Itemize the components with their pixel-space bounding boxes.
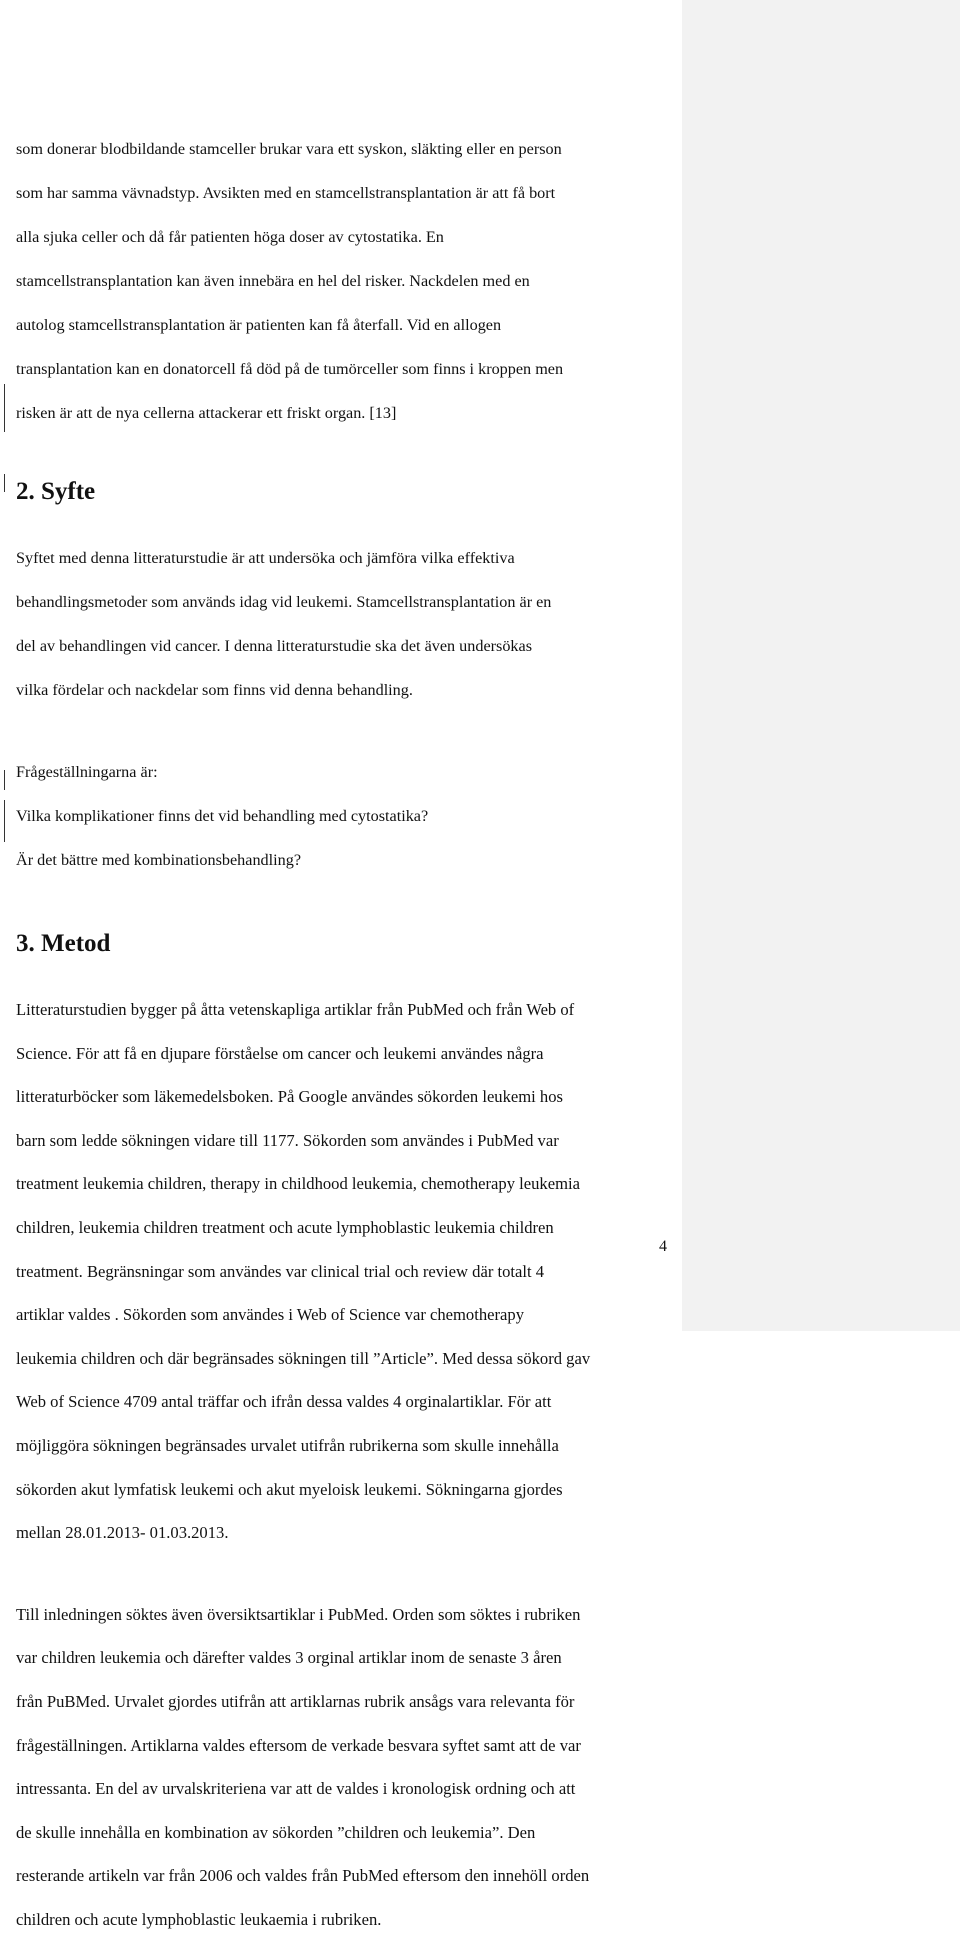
page-number: 4 bbox=[659, 1238, 667, 1255]
question-item: Vilka komplikationer finns det vid behandling med cytostatika? bbox=[16, 807, 429, 825]
text-line: Web of Science 4709 antal träffar och ifrån dessa valdes 4 orginalartiklar. För att bbox=[16, 1392, 552, 1412]
syfte-paragraph bbox=[16, 525, 670, 723]
metod-paragraph bbox=[16, 1582, 670, 1952]
question-item: Är det bättre med kombinationsbehandling? bbox=[16, 851, 302, 869]
text-line: Litteraturstudien bygger på åtta vetenskapliga artiklar från PubMed och från Web of bbox=[16, 1000, 575, 1019]
change-bar bbox=[4, 800, 5, 842]
text-line: möjliggöra sökningen begränsades urvalet utifrån rubrikerna som skulle innehålla bbox=[16, 1435, 559, 1455]
text-line: som har samma vävnadstyp. Avsikten med en stamcellstransplantation är att få bort bbox=[16, 184, 556, 202]
text-line: Science. För att få en djupare förståelse om cancer och leukemi användes några bbox=[16, 1043, 544, 1063]
text-line: alla sjuka celler och då får patienten höga doser av cytostatika. En bbox=[16, 228, 444, 246]
text-line: stamcellstransplantation kan även innebära en hel del risker. Nackdelen med en bbox=[16, 272, 530, 290]
text-line: behandlingsmetoder som används idag vid leukemi. Stamcellstransplantation är en bbox=[16, 593, 552, 611]
research-questions bbox=[16, 739, 670, 893]
text-line: treatment leukemia children, therapy in childhood leukemia, chemotherapy leukemia bbox=[16, 1174, 580, 1194]
text-line: var children leukemia och därefter valdes 3 orginal artiklar inom de senaste 3 åren bbox=[16, 1648, 562, 1668]
text-line: artiklar valdes . Sökorden som användes i Web of Science var chemotherapy bbox=[16, 1305, 524, 1325]
text-line: vilka fördelar och nackdelar som finns vid denna behandling. bbox=[16, 681, 413, 699]
text-line: transplantation kan en donatorcell få död på de tumörceller som finns i kroppen men bbox=[16, 360, 564, 378]
intro-paragraph bbox=[16, 116, 670, 446]
text-line: Till inledningen söktes även översiktsartiklar i PubMed. Orden som söktes i rubriken bbox=[16, 1604, 581, 1624]
text-line: intressanta. En del av urvalskriteriena var att de valdes i kronologisk ordning och att bbox=[16, 1779, 576, 1799]
text-line: litteraturböcker som läkemedelsboken. På Google användes sökorden leukemi hos bbox=[16, 1087, 563, 1107]
text-line: children och acute lymphoblastic leukaemia i rubriken. bbox=[16, 1909, 382, 1929]
text-line: barn som ledde sökningen vidare till 1177. Sökorden som användes i PubMed var bbox=[16, 1130, 559, 1150]
comment-margin-pane bbox=[682, 0, 960, 1331]
text-line: leukemia children och där begränsades sökningen till ”Article”. Med dessa sökord gav bbox=[16, 1348, 591, 1368]
text-line: frågeställningen. Artiklarna valdes eftersom de verkade besvara syftet samt att de var bbox=[16, 1735, 581, 1755]
document-page bbox=[16, 116, 670, 1952]
text-line: treatment. Begränsningar som användes var clinical trial och review där totalt 4 bbox=[16, 1261, 545, 1281]
text-line: sökorden akut lymfatisk leukemi och akut myeloisk leukemi. Sökningarna gjordes bbox=[16, 1479, 563, 1499]
metod-paragraph bbox=[16, 977, 670, 1566]
section-heading-metod: 3. Metod bbox=[16, 930, 111, 957]
text-line: del av behandlingen vid cancer. I denna litteraturstudie ska det även undersökas bbox=[16, 637, 533, 655]
section-heading-syfte: 2. Syfte bbox=[16, 478, 96, 505]
text-line: de skulle innehålla en kombination av sökorden ”children och leukemia”. Den bbox=[16, 1822, 536, 1842]
text-line: som donerar blodbildande stamceller brukar vara ett syskon, släkting eller en person bbox=[16, 140, 562, 158]
text-line: Syftet med denna litteraturstudie är att undersöka och jämföra vilka effektiva bbox=[16, 549, 515, 567]
change-bar bbox=[4, 384, 5, 432]
text-line: resterande artikeln var från 2006 och valdes från PubMed eftersom den innehöll orden bbox=[16, 1866, 590, 1886]
change-bar bbox=[4, 770, 5, 790]
text-line: mellan 28.01.2013- 01.03.2013. bbox=[16, 1523, 229, 1543]
text-line: children, leukemia children treatment och acute lymphoblastic leukemia children bbox=[16, 1217, 554, 1237]
text-line: autolog stamcellstransplantation är patienten kan få återfall. Vid en allogen bbox=[16, 316, 502, 334]
change-bar bbox=[4, 474, 5, 492]
text-line: risken är att de nya cellerna attackerar ett friskt organ. [13] bbox=[16, 404, 397, 422]
questions-intro: Frågeställningarna är: bbox=[16, 763, 158, 781]
text-line: från PuBMed. Urvalet gjordes utifrån att artiklarnas rubrik ansågs vara relevanta för bbox=[16, 1691, 575, 1711]
